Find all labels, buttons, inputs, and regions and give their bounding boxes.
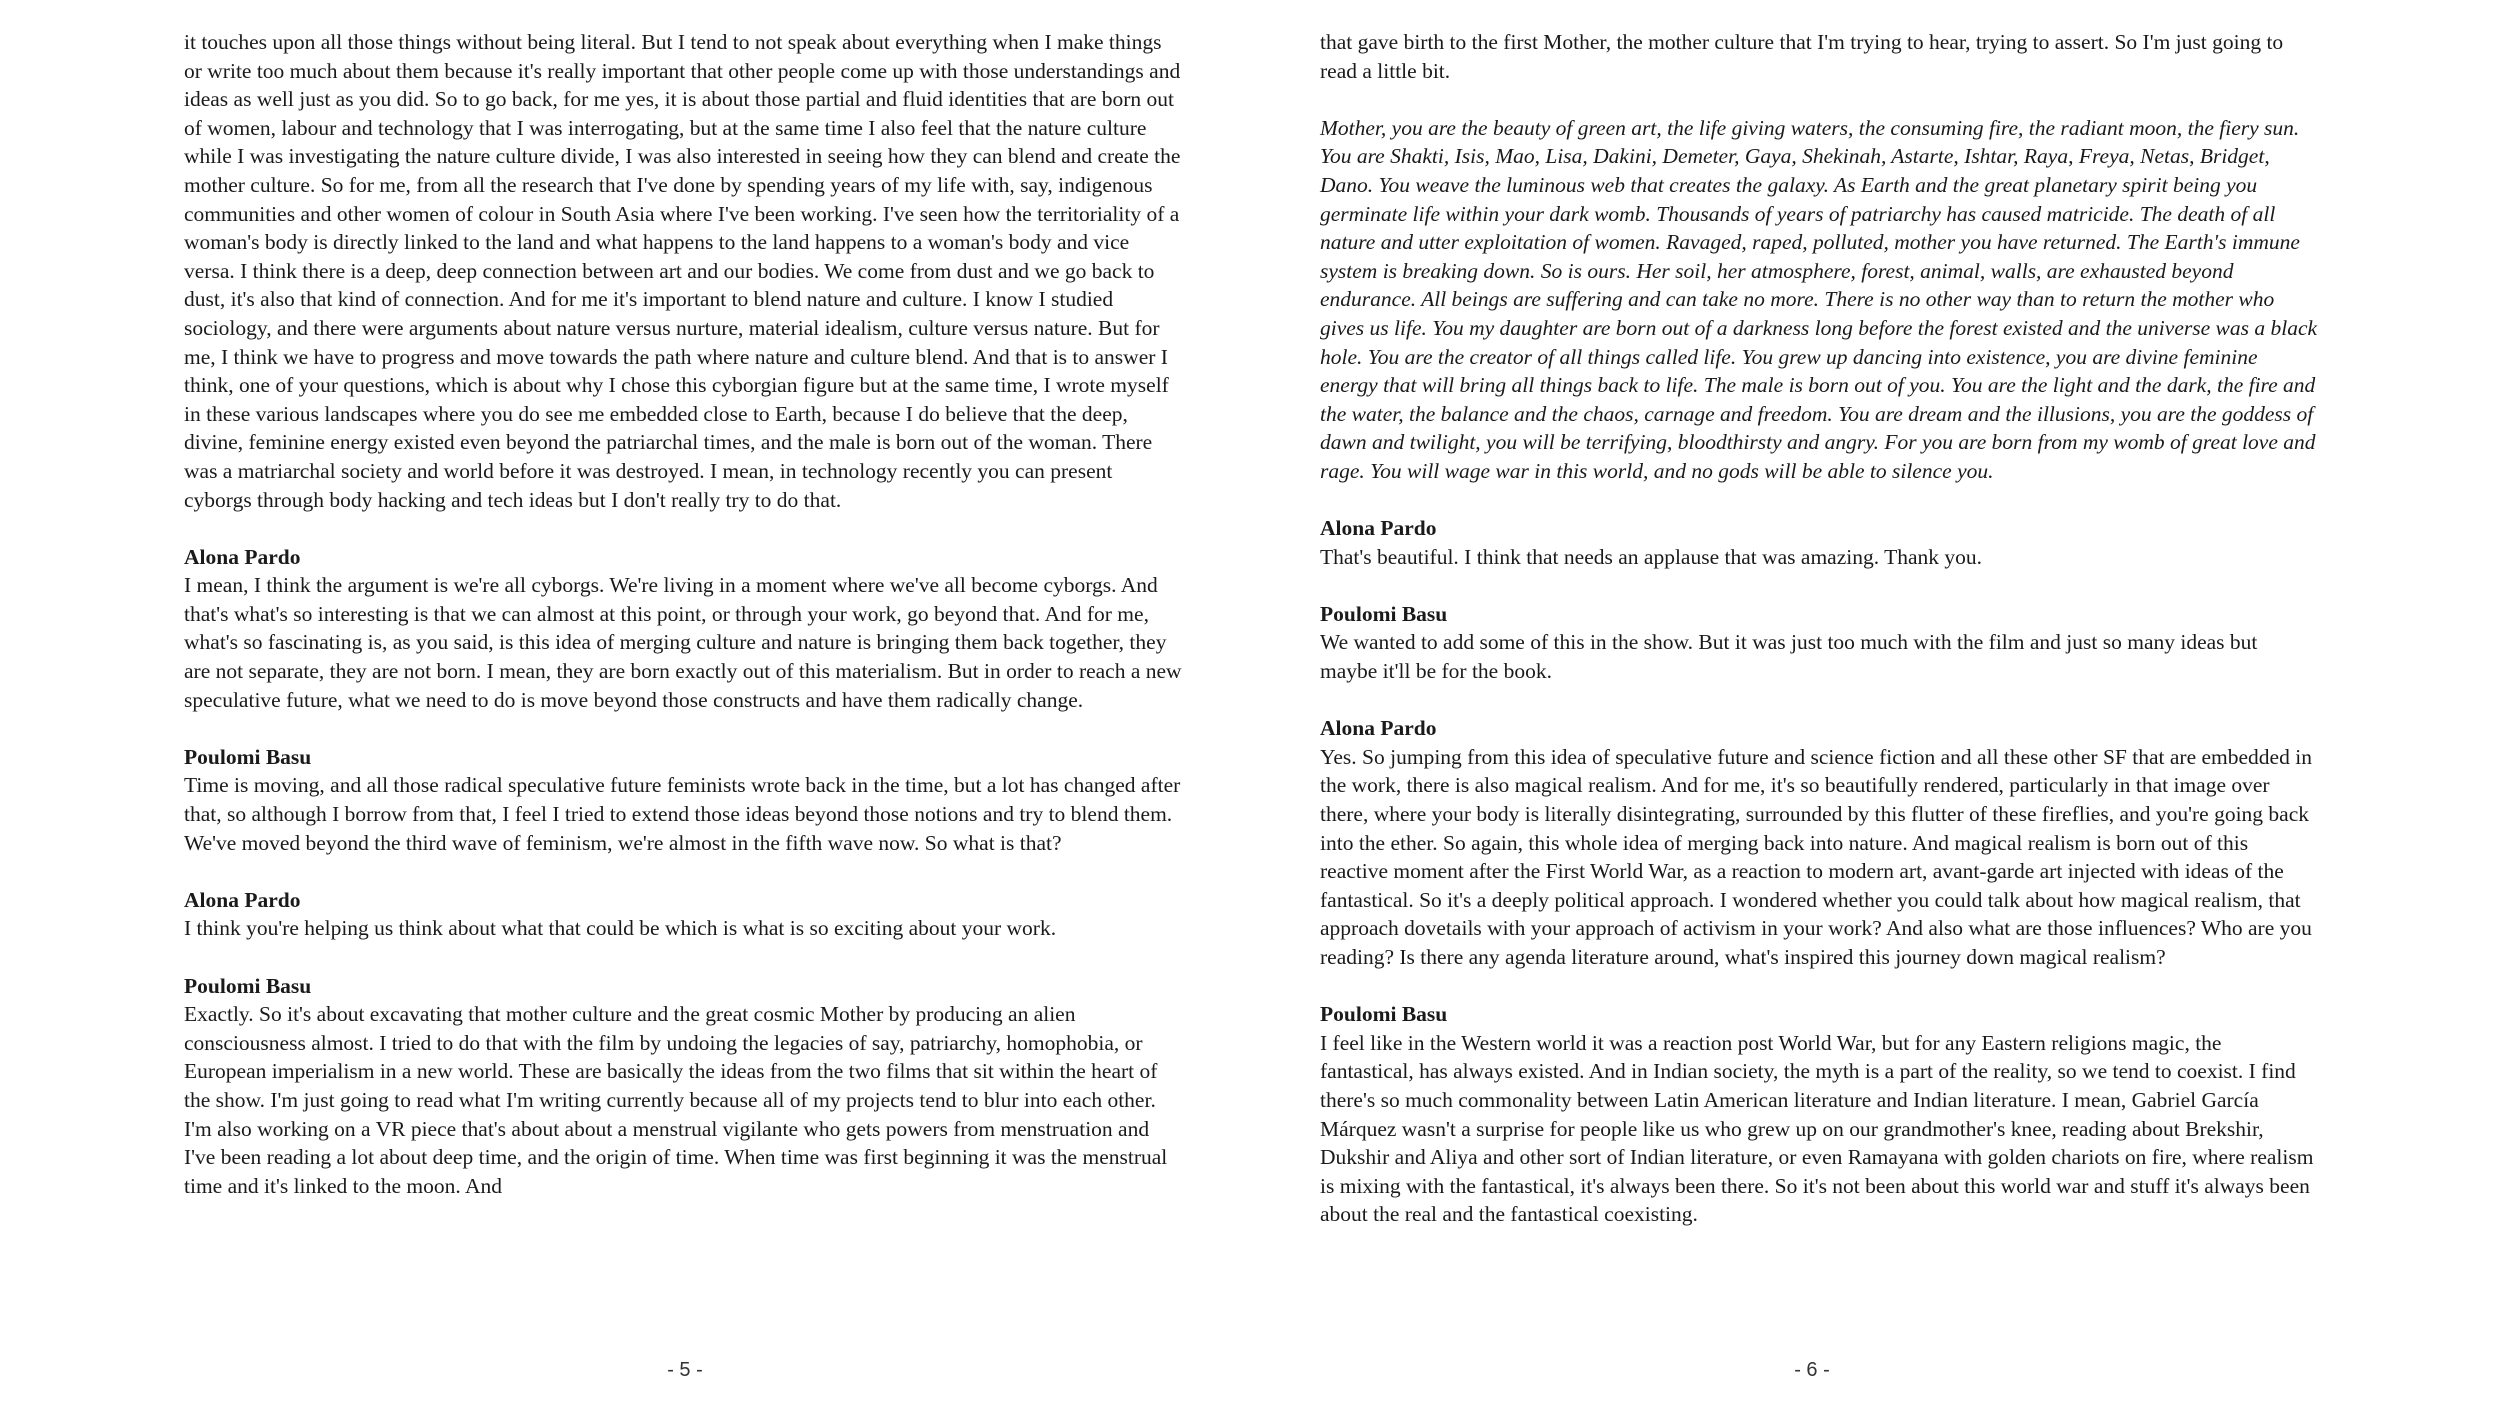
speaker-name: Alona Pardo: [1320, 716, 1437, 741]
right-page: [1320, 28, 2320, 1328]
speaker-name: Alona Pardo: [1320, 516, 1437, 541]
speaker-name: Poulomi Basu: [1320, 601, 1448, 626]
page-number-left: - 5 -: [667, 1359, 703, 1381]
speech-text: I mean, I think the argument is we're all cyborgs. We're living in a moment where we've all become cyborgs. And that's what's so interesting is that we can almost at this point, or through your work, go beyond that. And for me, what's so fascinating is, as you said, is this idea of merging culture and nature is bringing them back together, they are not separate, they are not born. I mean, they are born exactly out of this materialism. But in order to reach a new speculative future, what we need to do is move beyond those constructs and have them radically change.: [184, 573, 1182, 712]
speech-text: Time is moving, and all those radical speculative future feminists wrote back in the time, but a lot has changed after that, so although I borrow from that, I feel I tried to extend those ideas beyond those notions and try to blend them. We've moved beyond the third wave of feminism, we're almost in the fifth wave now. So what is that?: [184, 773, 1181, 855]
speaker-name: Alona Pardo: [184, 544, 301, 569]
paragraph-text: that gave birth to the first Mother, the mother culture that I'm trying to hear, trying to assert. So I'm just going to read a little bit.: [1320, 30, 2284, 83]
dialogue-entry: [1320, 600, 2320, 686]
speech-text: We wanted to add some of this in the show. But it was just too much with the film and just so many ideas but maybe it'll be for the book.: [1320, 630, 2258, 684]
speech-text: Exactly. So it's about excavating that mother culture and the great cosmic Mother by producing an alien consciousness almost. I tried to do that with the film by undoing the legacies of say, patriarchy, homophobia, or European imperialism in a new world. These are basically the ideas from the two films that sit within the heart of the show. I'm just going to read what I'm writing currently because all of my projects tend to blur into each other. I'm also working on a VR piece that's about about a menstrual vigilante who gets powers from menstruation and I've been reading a lot about deep time, and the origin of time. When time was first beginning it was the menstrual time and it's linked to the moon. And: [184, 1002, 1168, 1198]
left-page: [184, 28, 1184, 1328]
paragraph-text: it touches upon all those things without being literal. But I tend to not speak about everything when I make things or write too much about them because it's really important that other people come up with those understandings and ideas as well just as you did. So to go back, for me yes, it is about those partial and fluid identities that are born out of women, labour and technology that I was interrogating, but at the same time I also feel that the nature culture while I was investigating the nature culture divide, I was also interested in seeing how they can blend and create the mother culture. So for me, from all the research that I've done by spending years of my life with, say, indigenous communities and other women of colour in South Asia where I've been working. I've seen how the territoriality of a woman's body is directly linked to the land and what happens to the land happens to a woman's body and vice versa. I think there is a deep, deep connection between art and our bodies. We come from dust and we go back to dust, it's also that kind of connection. And for me it's important to blend nature and culture. I know I studied sociology, and there were arguments about nature versus nurture, material idealism, culture versus nature. But for me, I think we have to progress and move towards the path where nature and culture blend. And that is to answer I think, one of your questions, which is about why I chose this cyborgian figure but at the same time, I wrote myself in these various landscapes where you do see me embedded close to Earth, because I do believe that the deep, divine, feminine energy existed even beyond the patriarchal times, and the male is born out of the woman. There was a matriarchal society and world before it was destroyed. I mean, in technology recently you can present cyborgs through body hacking and tech ideas but I don't really try to do that.: [184, 30, 1181, 512]
dialogue-entry: [1320, 1000, 2320, 1229]
paragraph-continuation: [1320, 28, 2320, 85]
poem-quote: [1320, 114, 2320, 486]
speech-text: I think you're helping us think about what that could be which is what is so exciting about your work.: [184, 916, 1057, 941]
speech-text: Yes. So jumping from this idea of speculative future and science fiction and all these other SF that are embedded in the work, there is also magical realism. And for me, it's so beautifully rendered, particularly in that image over there, where your body is literally disintegrating, surrounded by this flutter of these fireflies, and you're going back into the ether. So again, this whole idea of merging back into nature. And magical realism is born out of this reactive moment after the First World War, as a reaction to modern art, avant-garde art injected with ideas of the fantastical. So it's a deeply political approach. I wondered whether you could talk about how magical realism, that approach dovetails with your approach of activism in your work? And also what are those influences? Who are you reading? Is there any agenda literature around, what's inspired this journey down magical realism?: [1320, 744, 2312, 969]
poem-text: Mother, you are the beauty of green art, the life giving waters, the consuming fire, the radiant moon, the fiery sun. You are Shakti, Isis, Mao, Lisa, Dakini, Demeter, Gaya, Shekinah, Astarte, Ishtar, Raya, Freya, Netas, Bridget, Dano. You weave the luminous web that creates the galaxy. As Earth and the great planetary spirit being you germinate life within your dark womb. Thousands of years of patriarchy has caused matricide. The death of all nature and utter exploitation of women. Ravaged, raped, polluted, mother you have returned. The Earth's immune system is breaking down. So is ours. Her soil, her atmosphere, forest, animal, walls, are exhausted beyond endurance. All beings are suffering and can take no more. There is no other way than to return the mother who gives us life. You my daughter are born out of a darkness long before the forest existed and the universe was a black hole. You are the creator of all things called life. You grew up dancing into existence, you are divine feminine energy that will bring all things back to life. The male is born out of you. You are the light and the dark, the fire and the water, the balance and the chaos, carnage and freedom. You are dream and the illusions, you are the goddess of dawn and twilight, you will be terrifying, bloodthirsty and angry. For you are born from my womb of great love and rage. You will wage war in this world, and no gods will be able to silence you.: [1320, 115, 2318, 483]
speaker-name: Alona Pardo: [184, 887, 301, 912]
dialogue-entry: [184, 886, 1184, 943]
dialogue-entry: [1320, 514, 2320, 571]
dialogue-entry: [184, 743, 1184, 857]
speaker-name: Poulomi Basu: [184, 973, 312, 998]
paragraph-continuation: [184, 28, 1184, 514]
speech-text: I feel like in the Western world it was a reaction post World War, but for any Eastern religions magic, the fantastical, has always existed. And in Indian society, the myth is a part of the reality, so we tend to coexist. I find there's so much commonality between Latin American literature and Indian literature. I mean, Gabriel García Márquez wasn't a surprise for people like us who grew up on our grandmother's knee, reading about Brekshir, Dukshir and Aliya and other sort of Indian literature, or even Ramayana with golden chariots on fire, where realism is mixing with the fantastical, it's always been there. So it's not been about this world war and stuff it's always been about the real and the fantastical coexisting.: [1320, 1030, 2314, 1227]
dialogue-entry: [184, 972, 1184, 1201]
speaker-name: Poulomi Basu: [184, 744, 312, 769]
speaker-name: Poulomi Basu: [1320, 1002, 1448, 1027]
speech-text: That's beautiful. I think that needs an applause that was amazing. Thank you.: [1320, 544, 1983, 569]
dialogue-entry: [1320, 714, 2320, 971]
dialogue-entry: [184, 543, 1184, 715]
page-number-right: - 6 -: [1794, 1359, 1830, 1381]
